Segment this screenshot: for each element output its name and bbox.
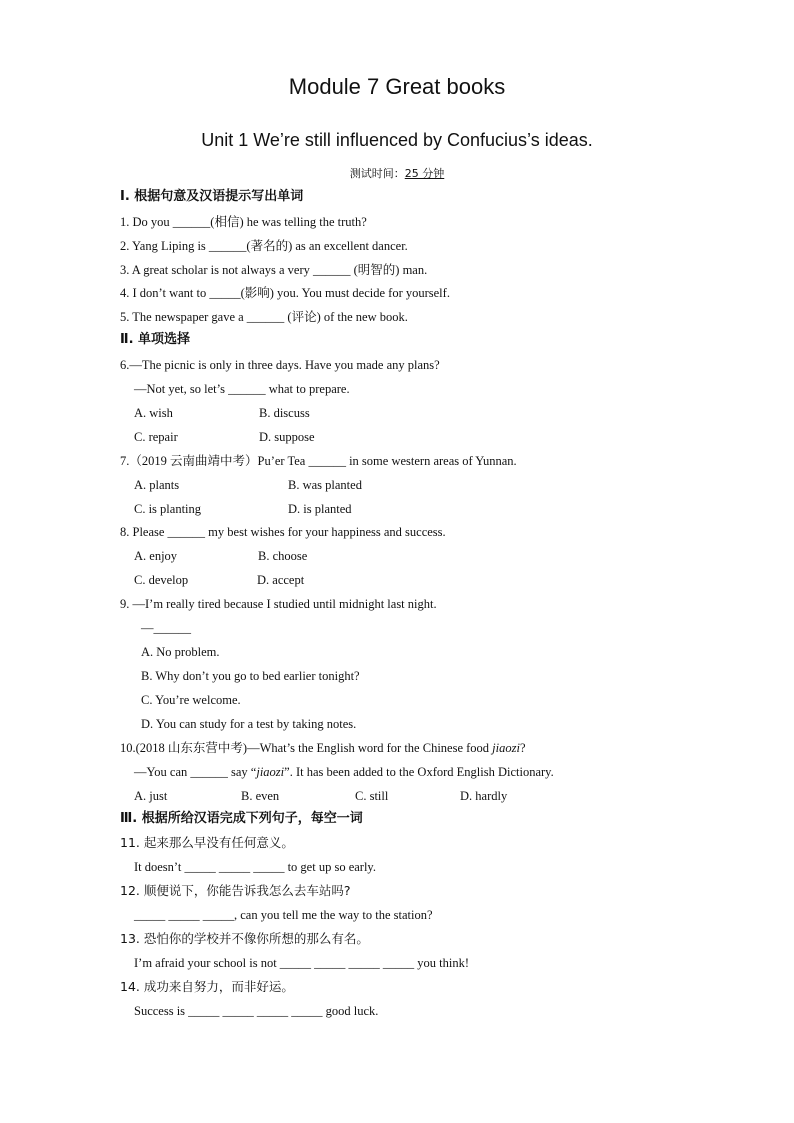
q10-option-c: C. still: [355, 789, 389, 803]
unit-subtitle: Unit 1 We’re still influenced by Confucius’s ideas.: [201, 130, 593, 150]
question-3: 3. A great scholar is not always a very ______ (明智的) man.: [120, 263, 428, 277]
q6-option-b: B. discuss: [259, 406, 310, 420]
question-6-reply: —Not yet, so let’s ______ what to prepare.: [134, 382, 350, 396]
q10-option-d: D. hardly: [460, 789, 508, 803]
q10-prompt-text: 10.(2018 山东东营中考)—What’s the English word for the Chinese food: [120, 741, 493, 755]
q10-prompt-word: jiaozi: [492, 741, 520, 755]
test-time-value: 25 分钟: [404, 167, 445, 180]
q6-option-d: D. suppose: [259, 430, 315, 444]
question-7-prompt: 7.（2019 云南曲靖中考）Pu’er Tea ______ in some western areas of Yunnan.: [120, 454, 517, 468]
q8-option-c: C. develop: [134, 573, 189, 587]
q9-option-b: B. Why don’t you go to bed earlier tonight?: [141, 669, 360, 683]
q8-option-b: B. choose: [258, 549, 308, 563]
q10-reply-end: ”. It has been added to the Oxford English Dictionary.: [284, 765, 554, 779]
question-10-prompt: [120, 740, 526, 756]
question-4: 4. I don’t want to _____(影响) you. You must decide for yourself.: [120, 286, 450, 300]
q7-option-c: C. is planting: [134, 502, 202, 516]
question-11-english: It doesn’t _____ _____ _____ to get up so early.: [134, 860, 376, 874]
q10-reply-word: jiaozi: [256, 765, 285, 779]
q10-option-a: A. just: [134, 789, 168, 803]
question-6-prompt: 6.—The picnic is only in three days. Have you made any plans?: [120, 358, 440, 372]
q7-option-a: A. plants: [134, 478, 180, 492]
test-time: [0, 165, 794, 181]
q8-option-d: D. accept: [257, 573, 305, 587]
test-time-label: 测试时间：: [349, 167, 405, 180]
question-1: 1. Do you ______(相信) he was telling the truth?: [120, 215, 367, 229]
page-title: Module 7 Great books: [288, 74, 506, 99]
question-8-prompt: 8. Please ______ my best wishes for your happiness and success.: [120, 525, 446, 539]
question-12-chinese: 12. 顺便说下，你能告诉我怎么去车站吗?: [120, 883, 351, 898]
q6-option-c: C. repair: [134, 430, 178, 444]
section-1-heading: Ⅰ. 根据句意及汉语提示写出单词: [120, 189, 304, 204]
q7-option-b: B. was planted: [288, 478, 362, 492]
q7-option-d: D. is planted: [288, 502, 352, 516]
section-3-heading: Ⅲ. 根据所给汉语完成下列句子，每空一词: [120, 811, 363, 826]
question-2: 2. Yang Liping is ______(著名的) as an excellent dancer.: [120, 239, 408, 253]
q9-option-a: A. No problem.: [141, 645, 220, 659]
question-9-reply: —______: [141, 621, 191, 635]
question-12-english: _____ _____ _____, can you tell me the way to the station?: [134, 908, 433, 922]
question-14-english: Success is _____ _____ _____ _____ good luck.: [134, 1004, 379, 1018]
q10-prompt-end: ?: [519, 741, 526, 755]
question-13-chinese: 13. 恐怕你的学校并不像你所想的那么有名。: [120, 931, 369, 946]
question-10-reply: [134, 764, 554, 780]
question-13-english: I’m afraid your school is not _____ _____ _____ _____ you think!: [134, 956, 470, 970]
q8-option-a: A. enjoy: [134, 549, 178, 563]
question-11-chinese: 11. 起来那么早没有任何意义。: [120, 835, 294, 850]
q9-option-d: D. You can study for a test by taking notes.: [141, 717, 357, 731]
question-5: 5. The newspaper gave a ______ (评论) of the new book.: [120, 310, 408, 324]
section-2-heading: Ⅱ. 单项选择: [120, 332, 191, 347]
q9-option-c: C. You’re welcome.: [141, 693, 241, 707]
q10-option-b: B. even: [241, 789, 280, 803]
question-14-chinese: 14. 成功来自努力，而非好运。: [120, 979, 294, 994]
q10-reply-text: —You can ______ say “: [134, 765, 257, 779]
q6-option-a: A. wish: [134, 406, 173, 420]
question-9-prompt: 9. —I’m really tired because I studied until midnight last night.: [120, 597, 437, 611]
